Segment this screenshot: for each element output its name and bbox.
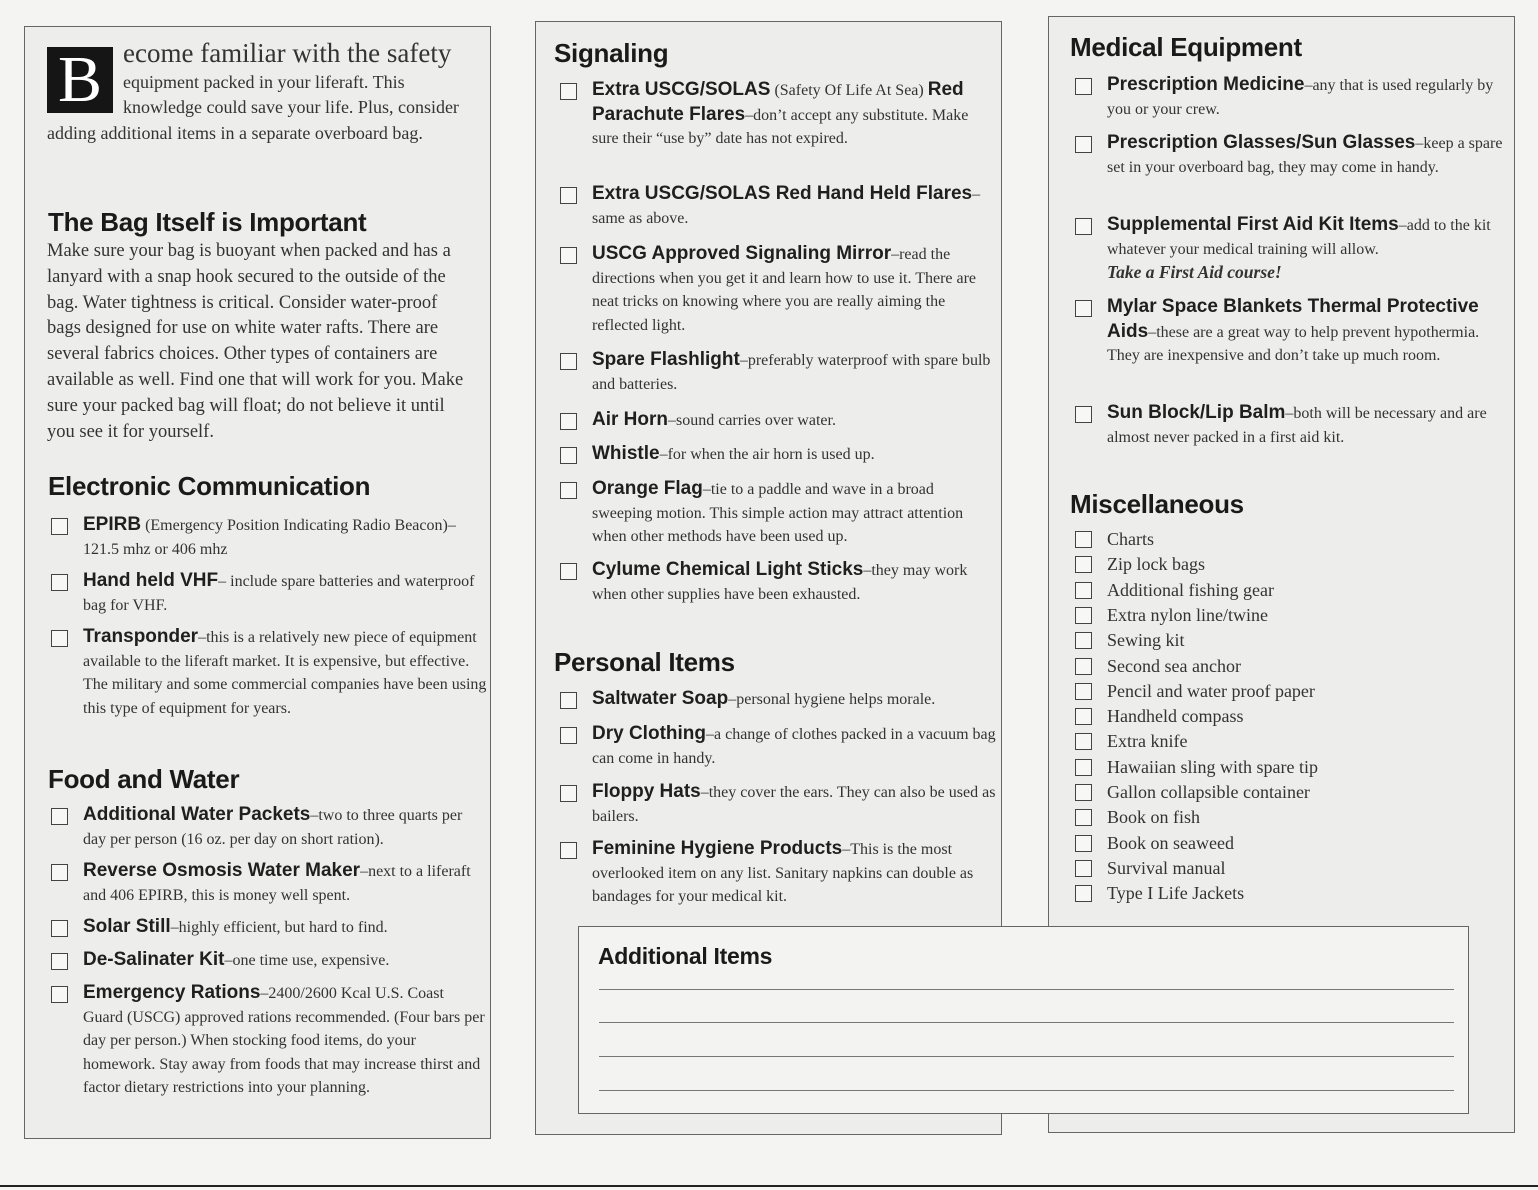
checkbox[interactable] bbox=[51, 864, 68, 881]
checklist-item: Prescription Medicine–any that is used regularly by you or your crew. bbox=[1071, 73, 1511, 121]
misc-item bbox=[1071, 552, 1471, 576]
misc-item bbox=[1071, 527, 1471, 551]
misc-item-label: Sewing kit bbox=[1107, 630, 1185, 651]
checkbox[interactable] bbox=[560, 563, 577, 580]
intro-first-line: ecome familiar with the safety bbox=[123, 38, 452, 68]
checklist-item: Hand held VHF– include spare batteries and waterproof bag for VHF. bbox=[47, 569, 487, 617]
checkbox[interactable] bbox=[1075, 632, 1092, 649]
checkbox[interactable] bbox=[1075, 78, 1092, 95]
checklist-item: Reverse Osmosis Water Maker–next to a liferaft and 406 EPIRB, this is money well spent. bbox=[47, 859, 487, 907]
checklist-item: Dry Clothing–a change of clothes packed in a vacuum bag can come in handy. bbox=[556, 722, 996, 770]
bag-paragraph: Make sure your bag is buoyant when packed and has a lanyard with a snap hook secured to the outside of the bag. Water tightness is critical. Consider water-proof bags designed for use on white water rafts. There are several fabrics choices. Other types of containers are available as well. Find one that will work for you. Make sure your packed bag will float; do not believe it until you see it for yourself. bbox=[47, 241, 464, 442]
checklist-item: Mylar Space Blankets Thermal Protective Aids–these are a great way to help prevent hypothermia. They are inexpensive and don’t take up much room. bbox=[1071, 295, 1511, 368]
checklist-item: Whistle–for when the air horn is used up. bbox=[556, 442, 996, 467]
personal-heading: Personal Items bbox=[554, 647, 735, 677]
checkbox[interactable] bbox=[51, 986, 68, 1003]
additional-items-box bbox=[578, 926, 1469, 1114]
checklist-item: Additional Water Packets–two to three quarts per day per person (16 oz. per day on short ration). bbox=[47, 803, 487, 851]
checkbox[interactable] bbox=[560, 413, 577, 430]
checkbox[interactable] bbox=[1075, 733, 1092, 750]
checkbox[interactable] bbox=[1075, 658, 1092, 675]
checkbox[interactable] bbox=[1075, 809, 1092, 826]
checkbox[interactable] bbox=[51, 808, 68, 825]
write-in-line[interactable] bbox=[599, 1056, 1454, 1057]
signaling-heading: Signaling bbox=[554, 38, 669, 68]
misc-item bbox=[1071, 755, 1471, 779]
misc-item bbox=[1071, 628, 1471, 652]
checkbox[interactable] bbox=[1075, 136, 1092, 153]
misc-item-label: Hawaiian sling with spare tip bbox=[1107, 756, 1318, 777]
checkbox[interactable] bbox=[51, 574, 68, 591]
write-in-line[interactable] bbox=[599, 1090, 1454, 1091]
checkbox[interactable] bbox=[560, 187, 577, 204]
checkbox[interactable] bbox=[560, 482, 577, 499]
checkbox[interactable] bbox=[1075, 556, 1092, 573]
checklist-item: Transponder–this is a relatively new piece of equipment available to the liferaft market. It is expensive, but effective. The military and some commercial companies have been using this type of equipment for years. bbox=[47, 625, 487, 720]
bag-heading: The Bag Itself is Important bbox=[48, 207, 367, 237]
checkbox[interactable] bbox=[1075, 683, 1092, 700]
page-bottom-rule bbox=[0, 1185, 1538, 1187]
misc-item-label: Charts bbox=[1107, 529, 1154, 549]
checklist-item: Saltwater Soap–personal hygiene helps morale. bbox=[556, 687, 996, 712]
checkbox[interactable] bbox=[51, 518, 68, 535]
checkbox[interactable] bbox=[1075, 759, 1092, 776]
checklist-item: Supplemental First Aid Kit Items–add to the kit whatever your medical training will allow. Take a First Aid course! bbox=[1071, 213, 1511, 286]
checklist-item: Floppy Hats–they cover the ears. They can also be used as bailers. bbox=[556, 780, 996, 828]
checklist-item: Air Horn–sound carries over water. bbox=[556, 408, 996, 433]
checklist-item: Sun Block/Lip Balm–both will be necessary and are almost never packed in a first aid kit. bbox=[1071, 401, 1511, 449]
misc-item bbox=[1071, 704, 1471, 728]
misc-item bbox=[1071, 654, 1471, 678]
misc-item-label: Second sea anchor bbox=[1107, 655, 1241, 676]
checkbox[interactable] bbox=[1075, 607, 1092, 624]
intro-text bbox=[47, 38, 467, 146]
dropcap: B bbox=[47, 47, 113, 113]
checkbox[interactable] bbox=[1075, 835, 1092, 852]
checkbox[interactable] bbox=[560, 83, 577, 100]
misc-item bbox=[1071, 881, 1471, 905]
additional-heading: Additional Items bbox=[598, 943, 773, 969]
checkbox[interactable] bbox=[51, 630, 68, 647]
first-aid-note: Take a First Aid course! bbox=[1107, 262, 1282, 282]
misc-item-label: Book on fish bbox=[1107, 807, 1201, 828]
checklist-item: Prescription Glasses/Sun Glasses–keep a spare set in your overboard bag, they may come in handy. bbox=[1071, 131, 1511, 179]
electronic-heading: Electronic Communication bbox=[48, 471, 371, 501]
misc-item-label: Book on seaweed bbox=[1107, 832, 1234, 853]
misc-item-label: Handheld compass bbox=[1107, 706, 1244, 727]
checkbox[interactable] bbox=[51, 920, 68, 937]
intro-rest: equipment packed in your liferaft. This knowledge could save your life. Plus, consider adding additional items in a separate overboard bag. bbox=[47, 71, 459, 143]
checklist-item: Cylume Chemical Light Sticks–they may work when other supplies have been exhausted. bbox=[556, 558, 996, 606]
misc-item bbox=[1071, 856, 1471, 880]
misc-item-label: Extra knife bbox=[1107, 731, 1188, 752]
misc-item bbox=[1071, 831, 1471, 855]
checkbox[interactable] bbox=[1075, 300, 1092, 317]
misc-item-label: Type I Life Jackets bbox=[1107, 883, 1245, 904]
checklist-item: Feminine Hygiene Products–This is the most overlooked item on any list. Sanitary napkins can double as bandages for your medical kit. bbox=[556, 837, 996, 909]
misc-item-label: Pencil and water proof paper bbox=[1107, 680, 1315, 701]
checkbox[interactable] bbox=[560, 692, 577, 709]
food-heading: Food and Water bbox=[48, 764, 240, 794]
checkbox[interactable] bbox=[560, 353, 577, 370]
checklist-item: Emergency Rations–2400/2600 Kcal U.S. Coast Guard (USCG) approved rations recommended. (Four bars per day per person.) When stocking food items, do your homework. Stay away from foods that may increase thirst and factor dietary restrictions into your planning. bbox=[47, 981, 487, 1100]
checklist-item: Solar Still–highly efficient, but hard to find. bbox=[47, 915, 487, 940]
misc-item bbox=[1071, 679, 1471, 703]
checkbox[interactable] bbox=[1075, 406, 1092, 423]
write-in-line[interactable] bbox=[599, 989, 1454, 990]
misc-item bbox=[1071, 805, 1471, 829]
misc-item-label: Extra nylon line/twine bbox=[1107, 604, 1268, 625]
checklist-item: Extra USCG/SOLAS Red Hand Held Flares–same as above. bbox=[556, 182, 996, 230]
checkbox[interactable] bbox=[1075, 860, 1092, 877]
misc-item bbox=[1071, 780, 1471, 804]
misc-item-label: Gallon collapsible container bbox=[1107, 782, 1310, 802]
medical-heading: Medical Equipment bbox=[1070, 32, 1302, 62]
checkbox[interactable] bbox=[1075, 784, 1092, 801]
checkbox[interactable] bbox=[51, 953, 68, 970]
misc-item-label: Additional fishing gear bbox=[1107, 579, 1274, 600]
misc-item-label: Survival manual bbox=[1107, 857, 1226, 878]
checklist-item: De-Salinater Kit–one time use, expensive. bbox=[47, 948, 487, 973]
checkbox[interactable] bbox=[560, 785, 577, 802]
misc-item bbox=[1071, 578, 1471, 602]
write-in-line[interactable] bbox=[599, 1022, 1454, 1023]
checkbox[interactable] bbox=[560, 727, 577, 744]
checkbox[interactable] bbox=[1075, 582, 1092, 599]
checkbox[interactable] bbox=[1075, 708, 1092, 725]
checkbox[interactable] bbox=[560, 247, 577, 264]
misc-item bbox=[1071, 603, 1471, 627]
left-column-panel bbox=[24, 26, 491, 1139]
checkbox[interactable] bbox=[1075, 885, 1092, 902]
misc-item-label: Zip lock bags bbox=[1107, 554, 1205, 575]
checklist-item: Spare Flashlight–preferably waterproof with spare bulb and batteries. bbox=[556, 348, 996, 396]
checklist-item: Extra USCG/SOLAS (Safety Of Life At Sea) Red Parachute Flares–don’t accept any substitute. Make sure their “use by” date has not expired. bbox=[556, 78, 996, 151]
checkbox[interactable] bbox=[1075, 531, 1092, 548]
checklist-item: Orange Flag–tie to a paddle and wave in a broad sweeping motion. This simple action may attract attention when other methods have been used up. bbox=[556, 477, 996, 549]
checkbox[interactable] bbox=[560, 447, 577, 464]
misc-item bbox=[1071, 729, 1471, 753]
checkbox[interactable] bbox=[560, 842, 577, 859]
misc-heading: Miscellaneous bbox=[1070, 489, 1244, 519]
checklist-item: EPIRB (Emergency Position Indicating Radio Beacon)–121.5 mhz or 406 mhz bbox=[47, 513, 487, 561]
checkbox[interactable] bbox=[1075, 218, 1092, 235]
checklist-item: USCG Approved Signaling Mirror–read the directions when you get it and learn how to use it. There are neat tricks on knowing where you are really aiming the reflected light. bbox=[556, 242, 996, 337]
